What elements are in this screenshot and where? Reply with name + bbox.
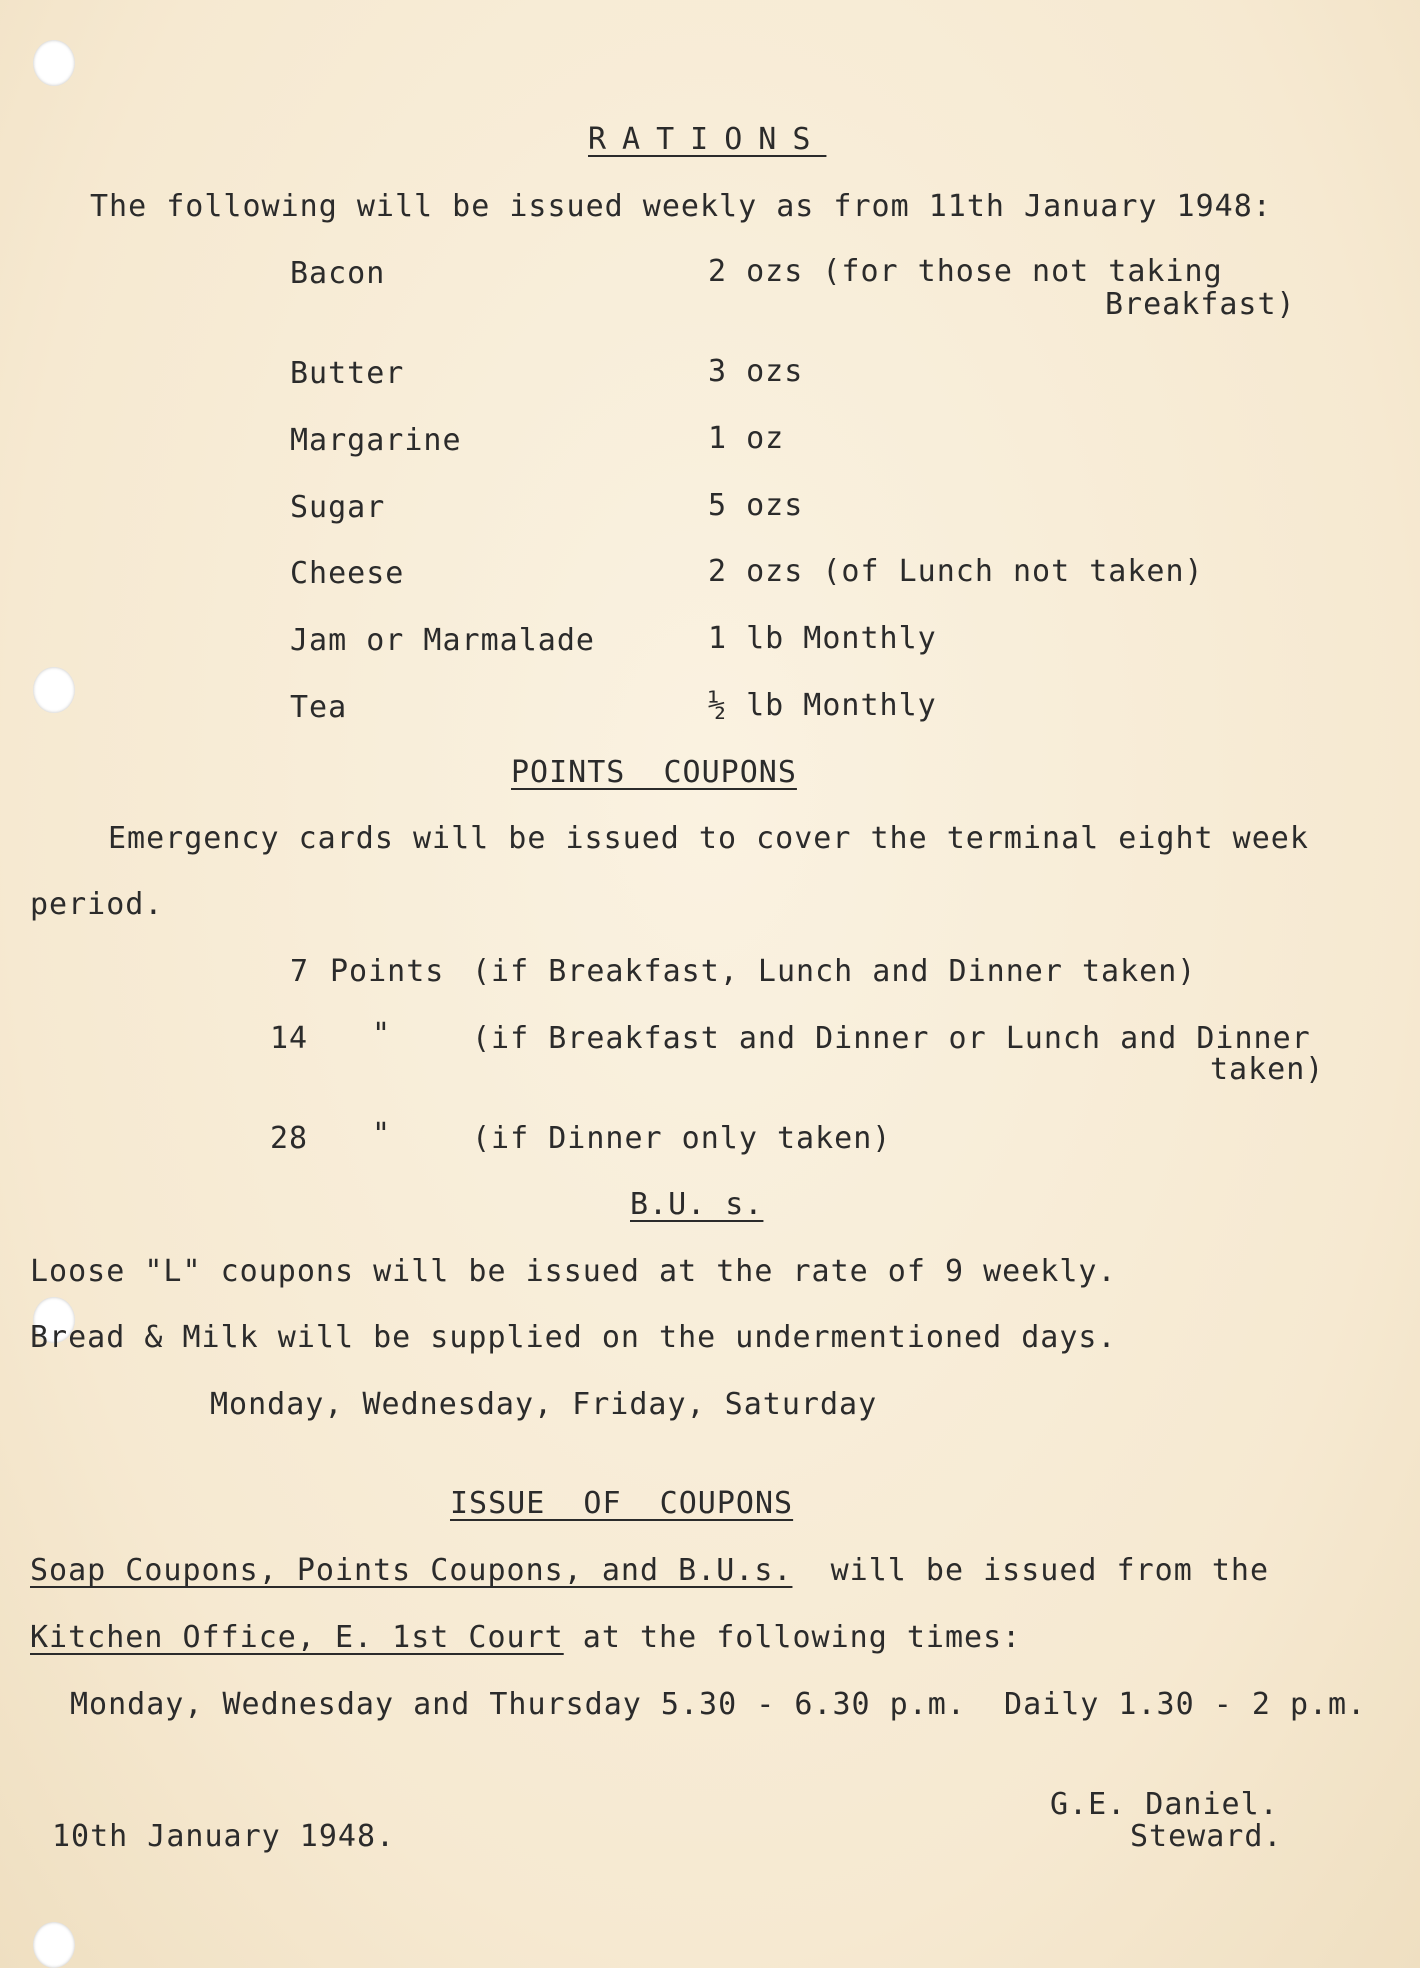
points-condition: (if Dinner only taken)	[472, 1121, 892, 1156]
ration-amount: 5 ozs	[708, 488, 804, 523]
points-intro-text-continued: period.	[30, 887, 164, 922]
ration-item: Jam or Marmalade	[290, 623, 595, 658]
ration-item: Butter	[290, 356, 405, 391]
points-qty: 14	[270, 1021, 309, 1056]
punch-hole	[33, 1922, 75, 1968]
bus-text: Loose "L" coupons will be issued at the rate of 9 weekly.	[30, 1254, 1117, 1289]
issue-text-rest: will be issued from the	[830, 1553, 1270, 1588]
section-heading-issue-of-coupons: ISSUE OF COUPONS	[450, 1486, 794, 1521]
page-title: RATIONS	[588, 122, 827, 157]
ration-amount-continued: Breakfast)	[1105, 287, 1296, 322]
points-condition-continued: taken)	[1210, 1052, 1325, 1087]
bus-text: Bread & Milk will be supplied on the undermentioned days.	[30, 1320, 1117, 1355]
document-date: 10th January 1948.	[52, 1819, 396, 1854]
ration-amount: 1 lb Monthly	[708, 621, 937, 656]
issue-text	[30, 1621, 1021, 1655]
section-heading-points-coupons: POINTS COUPONS	[511, 755, 797, 790]
punch-hole	[33, 40, 75, 86]
issue-text-rest: at the following times:	[582, 1620, 1022, 1655]
issue-text	[30, 1554, 1269, 1588]
ration-amount: 1 oz	[708, 421, 785, 456]
ration-item: Margarine	[290, 423, 462, 458]
ration-item: Tea	[290, 690, 348, 725]
section-heading-bus: B.U. s.	[630, 1187, 764, 1222]
ditto-mark: "	[372, 1117, 392, 1152]
points-qty: 28	[270, 1121, 309, 1156]
issue-times: Monday, Wednesday and Thursday 5.30 - 6.30 p.m. Daily 1.30 - 2 p.m.	[70, 1687, 1367, 1722]
points-label: Points	[330, 954, 445, 989]
issue-text-underlined: Kitchen Office, E. 1st Court	[30, 1620, 564, 1655]
bus-days: Monday, Wednesday, Friday, Saturday	[210, 1387, 878, 1422]
signature-name: G.E. Daniel.	[1050, 1787, 1279, 1822]
ration-amount: 2 ozs (for those not taking	[708, 254, 1223, 289]
points-intro-text: Emergency cards will be issued to cover the terminal eight week	[108, 821, 1309, 856]
ration-item: Sugar	[290, 490, 386, 525]
ration-item: Bacon	[290, 256, 386, 291]
ration-item: Cheese	[290, 556, 405, 591]
ration-amount: ½ lb Monthly	[708, 688, 937, 723]
points-condition: (if Breakfast, Lunch and Dinner taken)	[472, 954, 1197, 989]
issue-text-underlined: Soap Coupons, Points Coupons, and B.U.s.	[30, 1553, 793, 1588]
ration-amount: 3 ozs	[708, 354, 804, 389]
ration-amount: 2 ozs (of Lunch not taken)	[708, 554, 1204, 589]
ditto-mark: "	[372, 1017, 392, 1052]
signature-title: Steward.	[1130, 1819, 1283, 1854]
punch-hole	[33, 667, 75, 713]
points-condition: (if Breakfast and Dinner or Lunch and Dinner	[472, 1021, 1311, 1056]
intro-text: The following will be issued weekly as from 11th January 1948:	[90, 189, 1272, 224]
points-qty: 7	[290, 954, 310, 989]
